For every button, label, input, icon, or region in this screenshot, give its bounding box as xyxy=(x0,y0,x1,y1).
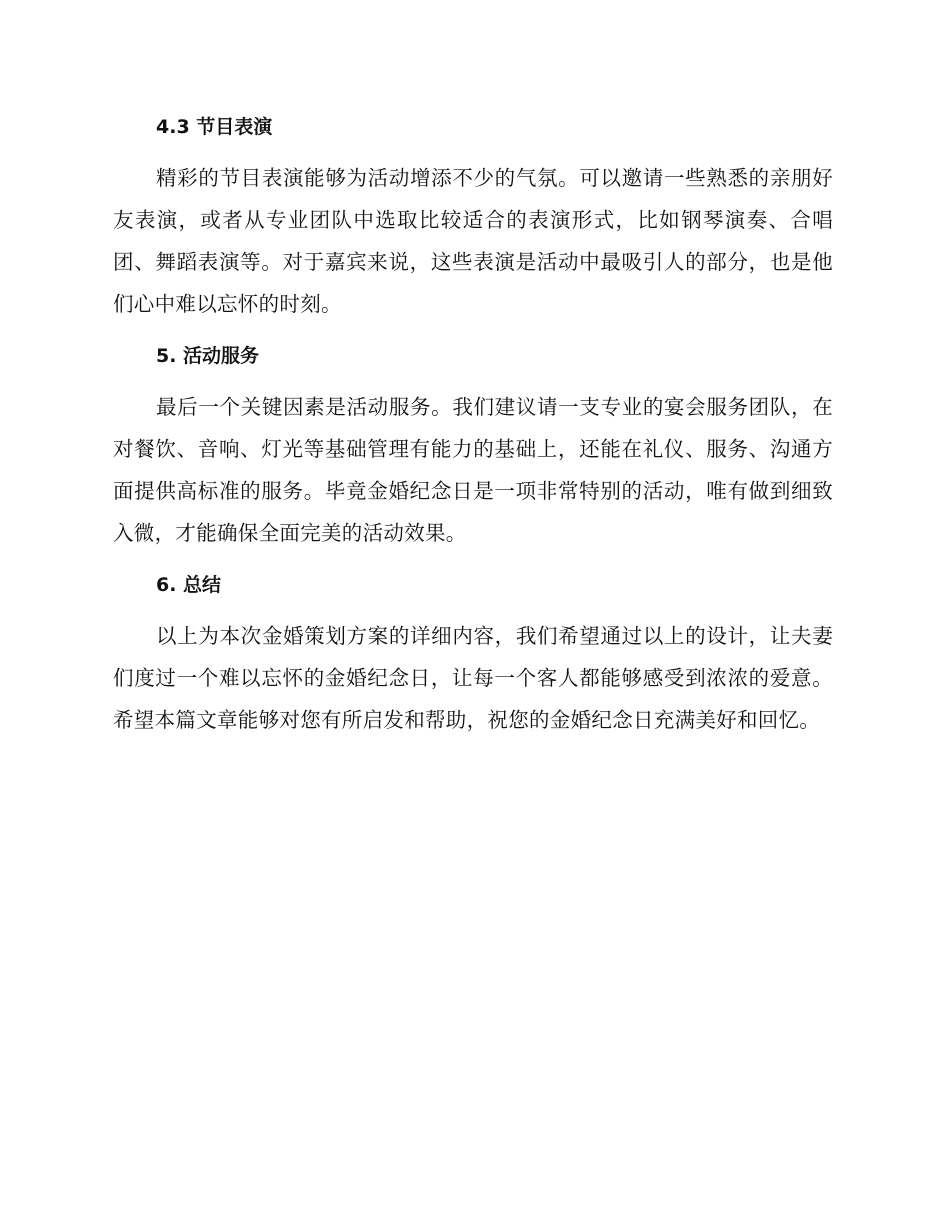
section-heading-summary: 6. 总结 xyxy=(156,574,222,596)
document-body xyxy=(113,108,833,741)
section-paragraph-summary: 以上为本次金婚策划方案的详细内容，我们希望通过以上的设计，让夫妻们度过一个难以忘怀的金婚纪念日，让每一个客人都能够感受到浓浓的爱意。希望本篇文章能够对您有所启发和帮助，祝您的金婚纪念日充满美好和回忆。 xyxy=(113,624,833,732)
section-paragraph-performance: 精彩的节目表演能够为活动增添不少的气氛。可以邀请一些熟悉的亲朋好友表演，或者从专业团队中选取比较适合的表演形式，比如钢琴演奏、合唱团、舞蹈表演等。对于嘉宾来说，这些表演是活动中最吸引人的部分，也是他们心中难以忘怀的时刻。 xyxy=(113,166,833,316)
section-heading-service: 5. 活动服务 xyxy=(156,345,260,367)
section-heading-performance: 4.3 节目表演 xyxy=(156,116,273,138)
section-paragraph-service: 最后一个关键因素是活动服务。我们建议请一支专业的宴会服务团队，在对餐饮、音响、灯光等基础管理有能力的基础上，还能在礼仪、服务、沟通方面提供高标准的服务。毕竟金婚纪念日是一项非常特别的活动，唯有做到细致入微，才能确保全面完美的活动效果。 xyxy=(113,395,833,545)
